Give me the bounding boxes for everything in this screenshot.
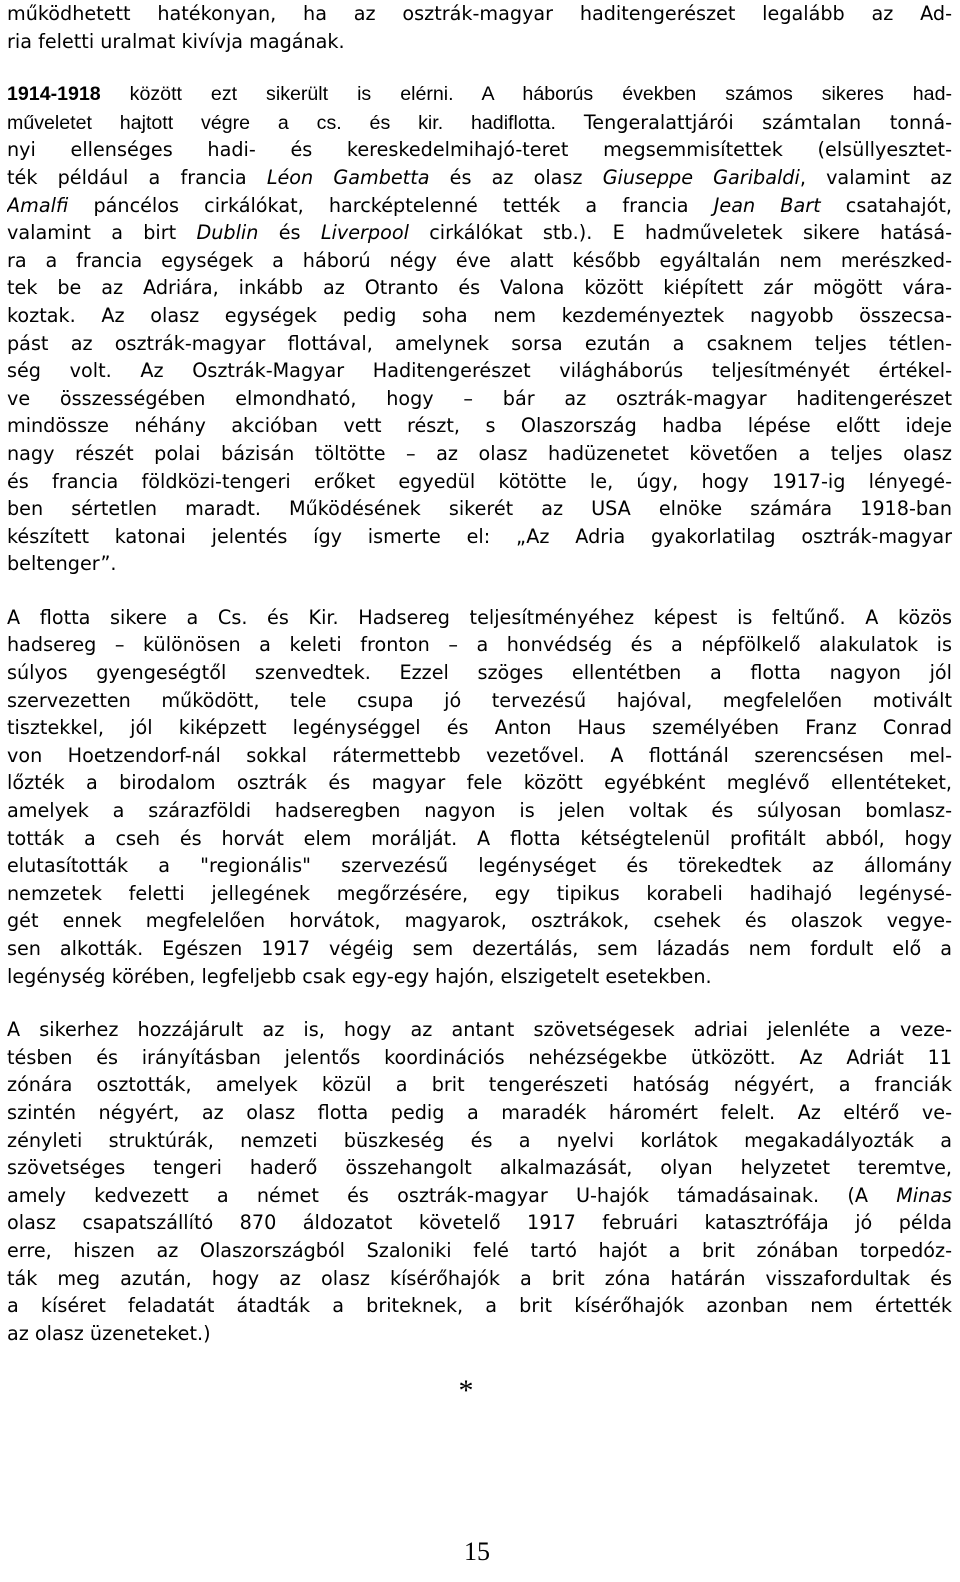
text-line: legénység körében, legfeljebb csak egy-egy hajón, elszigetelt esetekben.	[7, 964, 712, 988]
text-line: nagy részét polai bázisán töltötte – az olasz hadüzenetet követően a teljes olasz	[7, 441, 952, 465]
paragraph-2	[7, 81, 952, 578]
text-line: erre, hiszen az Olaszországból Szaloniki felé tartó hajót a brit zónában torpedóz-	[7, 1238, 952, 1262]
text-run: cirkálókat stb.). E hadműveletek sikere hatásá-	[408, 221, 952, 245]
ship-name: Jean Bart	[713, 193, 821, 217]
paragraph-1	[7, 0, 952, 55]
text-line: a kíséret feladatát átadták a briteknek, a brit kísérőhajók azonban nem értették	[7, 1294, 952, 1318]
text-line: ták meg azután, hogy az olasz kísérőhajók a brit zóna határán visszafordultak és	[7, 1266, 952, 1290]
text-line: készített katonai jelentés így ismerte el: „Az Adria gyakorlatilag osztrák-magyar	[7, 524, 952, 548]
text-run: műveletet hajtott végre a cs. és kir. hadiflotta.	[7, 111, 584, 134]
document-page	[7, 0, 952, 1347]
text-line: von Hoetzendorf-nál sokkal rátermettebb vezetővel. A flottánál szerencsésen mel-	[7, 743, 952, 767]
text-line	[7, 1182, 952, 1210]
paragraph-gap	[7, 990, 952, 1016]
text-line: A sikerhez hozzájárult az is, hogy az antant szövetségesek adriai jelenléte a veze-	[7, 1018, 952, 1042]
text-line: tották a cseh és horvát elem morálját. A flotta kétségtelenül profitált abból, hogy	[7, 826, 952, 850]
paragraph-4	[7, 1016, 952, 1347]
section-separator: *	[458, 1374, 474, 1407]
text-run: Tengeralattjárói számtalan tonná-	[583, 110, 952, 134]
ship-name: Minas	[896, 1183, 952, 1207]
text-line	[7, 109, 952, 137]
text-line: A flotta sikere a Cs. és Kir. Hadsereg teljesítményéhez képest is feltűnő. A közös	[7, 605, 952, 629]
text-line: elutasították a "regionális" szervezésű legénységet és törekedtek az állomány	[7, 854, 952, 878]
text-line: mindössze néhány akcióban vett részt, s Olaszország hadba lépése előtt ideje	[7, 414, 952, 438]
text-line: szövetséges tengeri haderő összehangolt alkalmazását, olyan helyzetet teremtve,	[7, 1156, 952, 1180]
text-run: csatahajót,	[820, 193, 952, 217]
text-line	[7, 81, 952, 109]
text-line: nyi ellenséges hadi- és kereskedelmihajó-teret megsemmisítettek (elsüllyesztet-	[7, 138, 952, 162]
text-line: tek be az Adriára, inkább az Otranto és Valona között kiépített zár mögött vára-	[7, 276, 952, 300]
text-line: tisztekkel, jól kiképzett legénységgel és Anton Haus személyében Franz Conrad	[7, 716, 952, 740]
text-line	[7, 219, 952, 247]
text-run: valamint a birt	[7, 221, 197, 245]
page-number: 15	[464, 1537, 490, 1566]
text-run: és	[258, 221, 321, 245]
text-line: ség volt. Az Osztrák-Magyar Haditengerészet világháborús teljesítményét értékel-	[7, 359, 952, 383]
text-run: , valamint az	[799, 165, 952, 189]
ship-name: Dublin	[196, 221, 259, 245]
text-line: ria feletti uralmat kivívja magának.	[7, 29, 345, 53]
text-line: és francia földközi-tengeri erőket egyedül kötötte le, úgy, hogy 1917-ig lényegé-	[7, 469, 952, 493]
paragraph-gap	[7, 578, 952, 604]
text-line: beltenger”.	[7, 552, 117, 576]
text-line: gét ennek megfelelően horvátok, magyarok, osztrákok, csehek és olaszok vegye-	[7, 909, 952, 933]
text-run: páncélos cirkálókat, harcképtelenné tették a francia	[68, 193, 714, 217]
text-line: zényleti struktúrák, nemzeti büszkeség és a nyelvi korlátok megakadályozták a	[7, 1128, 952, 1152]
ship-name: Amalfi	[7, 193, 69, 217]
text-run: között ezt sikerült is elérni. A háborús években számos sikeres had-	[100, 83, 952, 106]
text-line: működhetett hatékonyan, ha az osztrák-magyar haditengerészet legalább az Ad-	[7, 2, 952, 25]
text-line: zónára osztották, amelyek közül a brit tengerészeti hatóság négyért, a franciák	[7, 1073, 952, 1097]
text-run: ték például a francia	[7, 165, 267, 189]
text-line: olasz csapatszállító 870 áldozatot követelő 1917 februári katasztrófája jó példa	[7, 1211, 952, 1235]
paragraph-gap	[7, 55, 952, 81]
text-line: ra a francia egységek a háború négy éve alatt később egyáltalán nem merészked-	[7, 248, 952, 272]
paragraph-3	[7, 604, 952, 990]
text-line: az olasz üzeneteket.)	[7, 1321, 211, 1345]
text-line: hadsereg – különösen a keleti fronton – a honvédség és a népfölkelő alakulatok is	[7, 633, 952, 657]
text-line: szervezetten működött, tele csupa jó tervezésű hajóval, megfelelően motivált	[7, 688, 952, 712]
text-line: amelyek a szárazföldi hadseregben nagyon is jelen voltak és súlyosan bomlasz-	[7, 799, 952, 823]
text-line: lőzték a birodalom osztrák és magyar fele között egyébként meglévő ellentéteket,	[7, 771, 952, 795]
ship-name: Léon Gambetta	[266, 165, 430, 189]
text-run: és az olasz	[429, 165, 603, 189]
text-line	[7, 192, 952, 220]
text-line: pást az osztrák-magyar flottával, amelynek sorsa ezután a csaknem teljes tétlen-	[7, 331, 952, 355]
ship-name: Giuseppe Garibaldi	[602, 165, 800, 189]
text-line: ben sértetlen maradt. Működésének sikerét az USA elnöke számára 1918-ban	[7, 497, 952, 521]
text-line	[7, 164, 952, 192]
text-line: ve összességében elmondható, hogy – bár az osztrák-magyar haditengerészet	[7, 386, 952, 410]
text-run: amely kedvezett a német és osztrák-magyar U-hajók támadásainak. (A	[7, 1183, 897, 1207]
text-line: nemzetek feletti jellegének megőrzésére, egy tipikus korabeli hadihajó legénysé-	[7, 881, 952, 905]
text-line: szintén négyért, az olasz flotta pedig a maradék háromért felelt. Az eltérő ve-	[7, 1100, 952, 1124]
text-line: tésben és irányításban jelentős koordinációs nehézségekbe ütközött. Az Adriát 11	[7, 1045, 952, 1069]
text-line: súlyos gyengeségtől szenvedtek. Ezzel szöges ellentétben a flotta nagyon jól	[7, 661, 952, 685]
text-line: sen alkották. Egészen 1917 végéig sem dezertálás, sem lázadás nem fordult elő a	[7, 937, 952, 960]
year-range: 1914-1918	[7, 83, 101, 106]
text-line: koztak. Az olasz egységek pedig soha nem kezdeményeztek nagyobb összecsa-	[7, 303, 952, 327]
ship-name: Liverpool	[320, 221, 409, 245]
